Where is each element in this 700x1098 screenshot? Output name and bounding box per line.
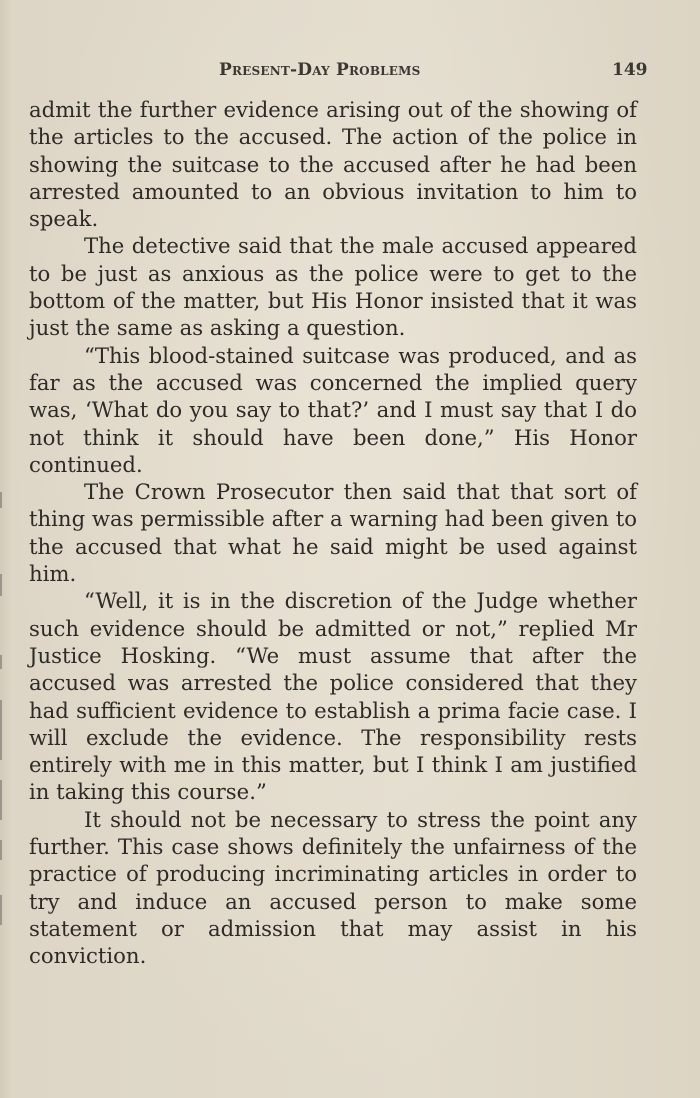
paragraph: “This blood-stained suitcase was produced, and as far as the accused was concerned the implied query was, ‘What do you say to that?’ and I must say that I do not think it should have been done,” His Honor continued.: [29, 342, 637, 477]
gutter-mark: [0, 780, 2, 820]
gutter-mark: [0, 655, 2, 669]
gutter-mark: [0, 895, 2, 925]
gutter-mark: [0, 700, 2, 760]
gutter-mark: [0, 492, 2, 508]
paragraph: The Crown Prosecutor then said that that sort of thing was permissible after a warning had been given to the accused that what he said might be used against him.: [29, 479, 637, 587]
gutter-mark: [0, 574, 2, 596]
body-text: [29, 96, 637, 970]
paragraph: The detective said that the male accused appeared to be just as anxious as the police were to get to the bottom of the matter, but His Honor insisted that it was just the same as asking a question.: [29, 233, 637, 341]
running-head-title: Present-Day Problems: [219, 60, 421, 80]
page-number: 149: [612, 60, 648, 80]
gutter-mark: [0, 840, 2, 860]
paragraph: “Well, it is in the discretion of the Judge whether such evidence should be admitted or not,” replied Mr Justice Hosking. “We must assume that after the accused was arrested the police considered that they had sufficient evidence to establish a prima facie case. I will exclude the evidence. The responsibility rests entirely with me in this matter, but I think I am justified in taking this course.”: [29, 588, 637, 805]
paragraph: admit the further evidence arising out of the showing of the articles to the accused. The action of the police in showing the suitcase to the accused after he had been arrested amounted to an obvious invitation to him to speak.: [29, 97, 637, 232]
paragraph: It should not be necessary to stress the point any further. This case shows definitely the unfairness of the practice of producing incriminating articles in order to try and induce an accused person to make some statement or admission that may assist in his conviction.: [29, 806, 637, 969]
